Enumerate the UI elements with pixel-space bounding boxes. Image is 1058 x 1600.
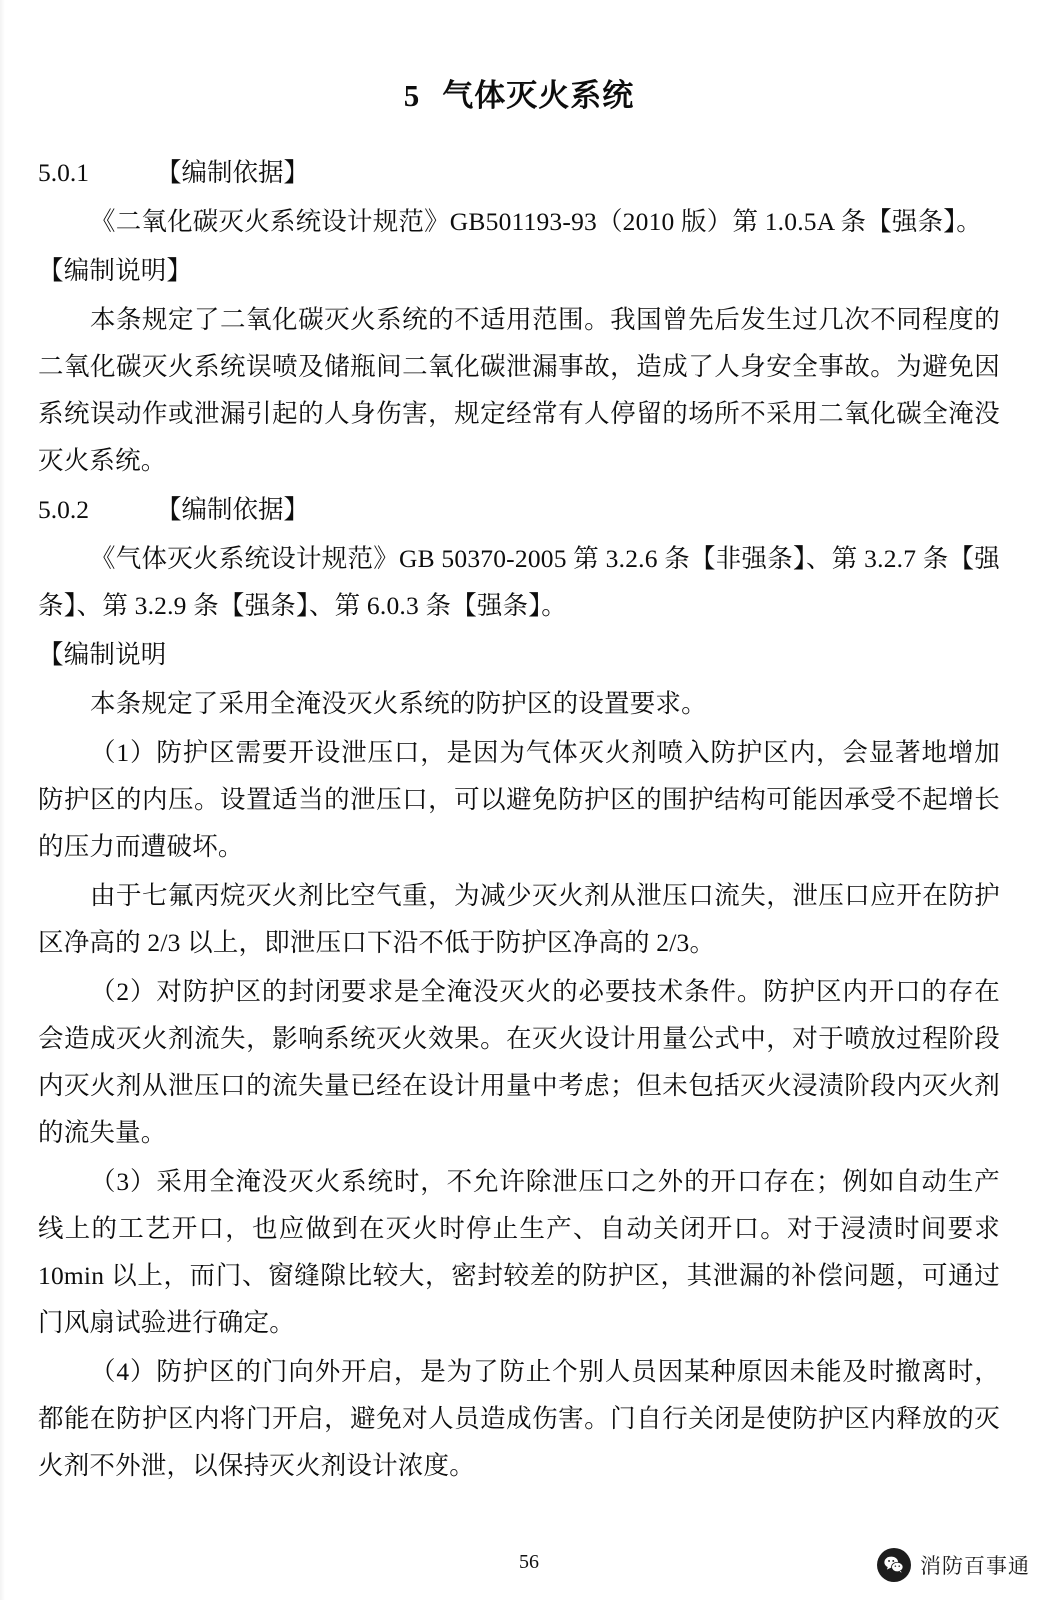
watermark [871,1544,1040,1586]
clause-number: 5.0.1 [38,158,89,187]
paragraph-item-1-extra: 由于七氟丙烷灭火剂比空气重，为减少灭火剂从泄压口流失，泄压口应开在防护区净高的 2/3 以上，即泄压口下沿不低于防护区净高的 2/3。 [38,881,1000,957]
paragraph-item-2: （2）对防护区的封闭要求是全淹没灭火的必要技术条件。防护区内开口的存在会造成灭火剂流失，影响系统灭火效果。在灭火设计用量公式中，对于喷放过程阶段内灭火剂从泄压口的流失量已经在设计用量中考虑；但未包括灭火浸渍阶段内灭火剂的流失量。 [38,977,1000,1147]
page-number: 56 [519,1551,539,1573]
clause-heading-5-0-2 [38,486,1000,533]
page-title-text: 气体灭火系统 [442,78,635,113]
paragraph-basis-5-0-1: 《二氧化碳灭火系统设计规范》GB501193-93（2010 版）第 1.0.5A 条【强条】。 [90,207,982,236]
paragraph-note-body-5-0-2: 本条规定了采用全淹没灭火系统的防护区的设置要求。 [90,689,707,718]
scan-edge [0,0,5,1600]
paragraph-item-3: （3）采用全淹没灭火系统时，不允许除泄压口之外的开口存在；例如自动生产线上的工艺开口，也应做到在灭火时停止生产、自动关闭开口。对于浸渍时间要求 10min 以上，而门、窗缝隙比较大，密封较差的防护区，其泄漏的补偿问题，可通过门风扇试验进行确定。 [38,1167,1000,1337]
clause-label: 【编制依据】 [156,158,310,187]
wechat-official-account-icon [877,1548,911,1582]
clause-heading-5-0-1 [38,149,1000,196]
paragraph-item-4: （4）防护区的门向外开启，是为了防止个别人员因某种原因未能及时撤离时，都能在防护区内将门开启，避免对人员造成伤害。门自行关闭是使防护区内释放的灭火剂不外泄，以保持灭火剂设计浓度。 [38,1357,1000,1480]
paragraph-basis-5-0-2: 《气体灭火系统设计规范》GB 50370-2005 第 3.2.6 条【非强条】、第 3.2.7 条【强条】、第 3.2.9 条【强条】、第 6.0.3 条【强条】。 [38,544,1000,620]
paragraph-note-body-5-0-1: 本条规定了二氧化碳灭火系统的不适用范围。我国曾先后发生过几次不同程度的二氧化碳灭火系统误喷及储瓶间二氧化碳泄漏事故，造成了人身安全事故。为避免因系统误动作或泄漏引起的人身伤害，规定经常有人停留的场所不采用二氧化碳全淹没灭火系统。 [38,305,1000,475]
page-title-number: 5 [403,78,421,113]
paragraph-note-heading-1: 【编制说明】 [38,256,193,285]
clause-label: 【编制依据】 [156,495,310,524]
page-title [38,70,1000,115]
watermark-label: 消防百事通 [920,1555,1030,1578]
paragraph-note-heading-2: 【编制说明 [38,640,167,669]
paragraph-item-1: （1）防护区需要开设泄压口，是因为气体灭火剂喷入防护区内，会显著地增加防护区的内压。设置适当的泄压口，可以避免防护区的围护结构可能因承受不起增长的压力而遭破坏。 [38,738,1000,861]
clause-number: 5.0.2 [38,495,89,524]
